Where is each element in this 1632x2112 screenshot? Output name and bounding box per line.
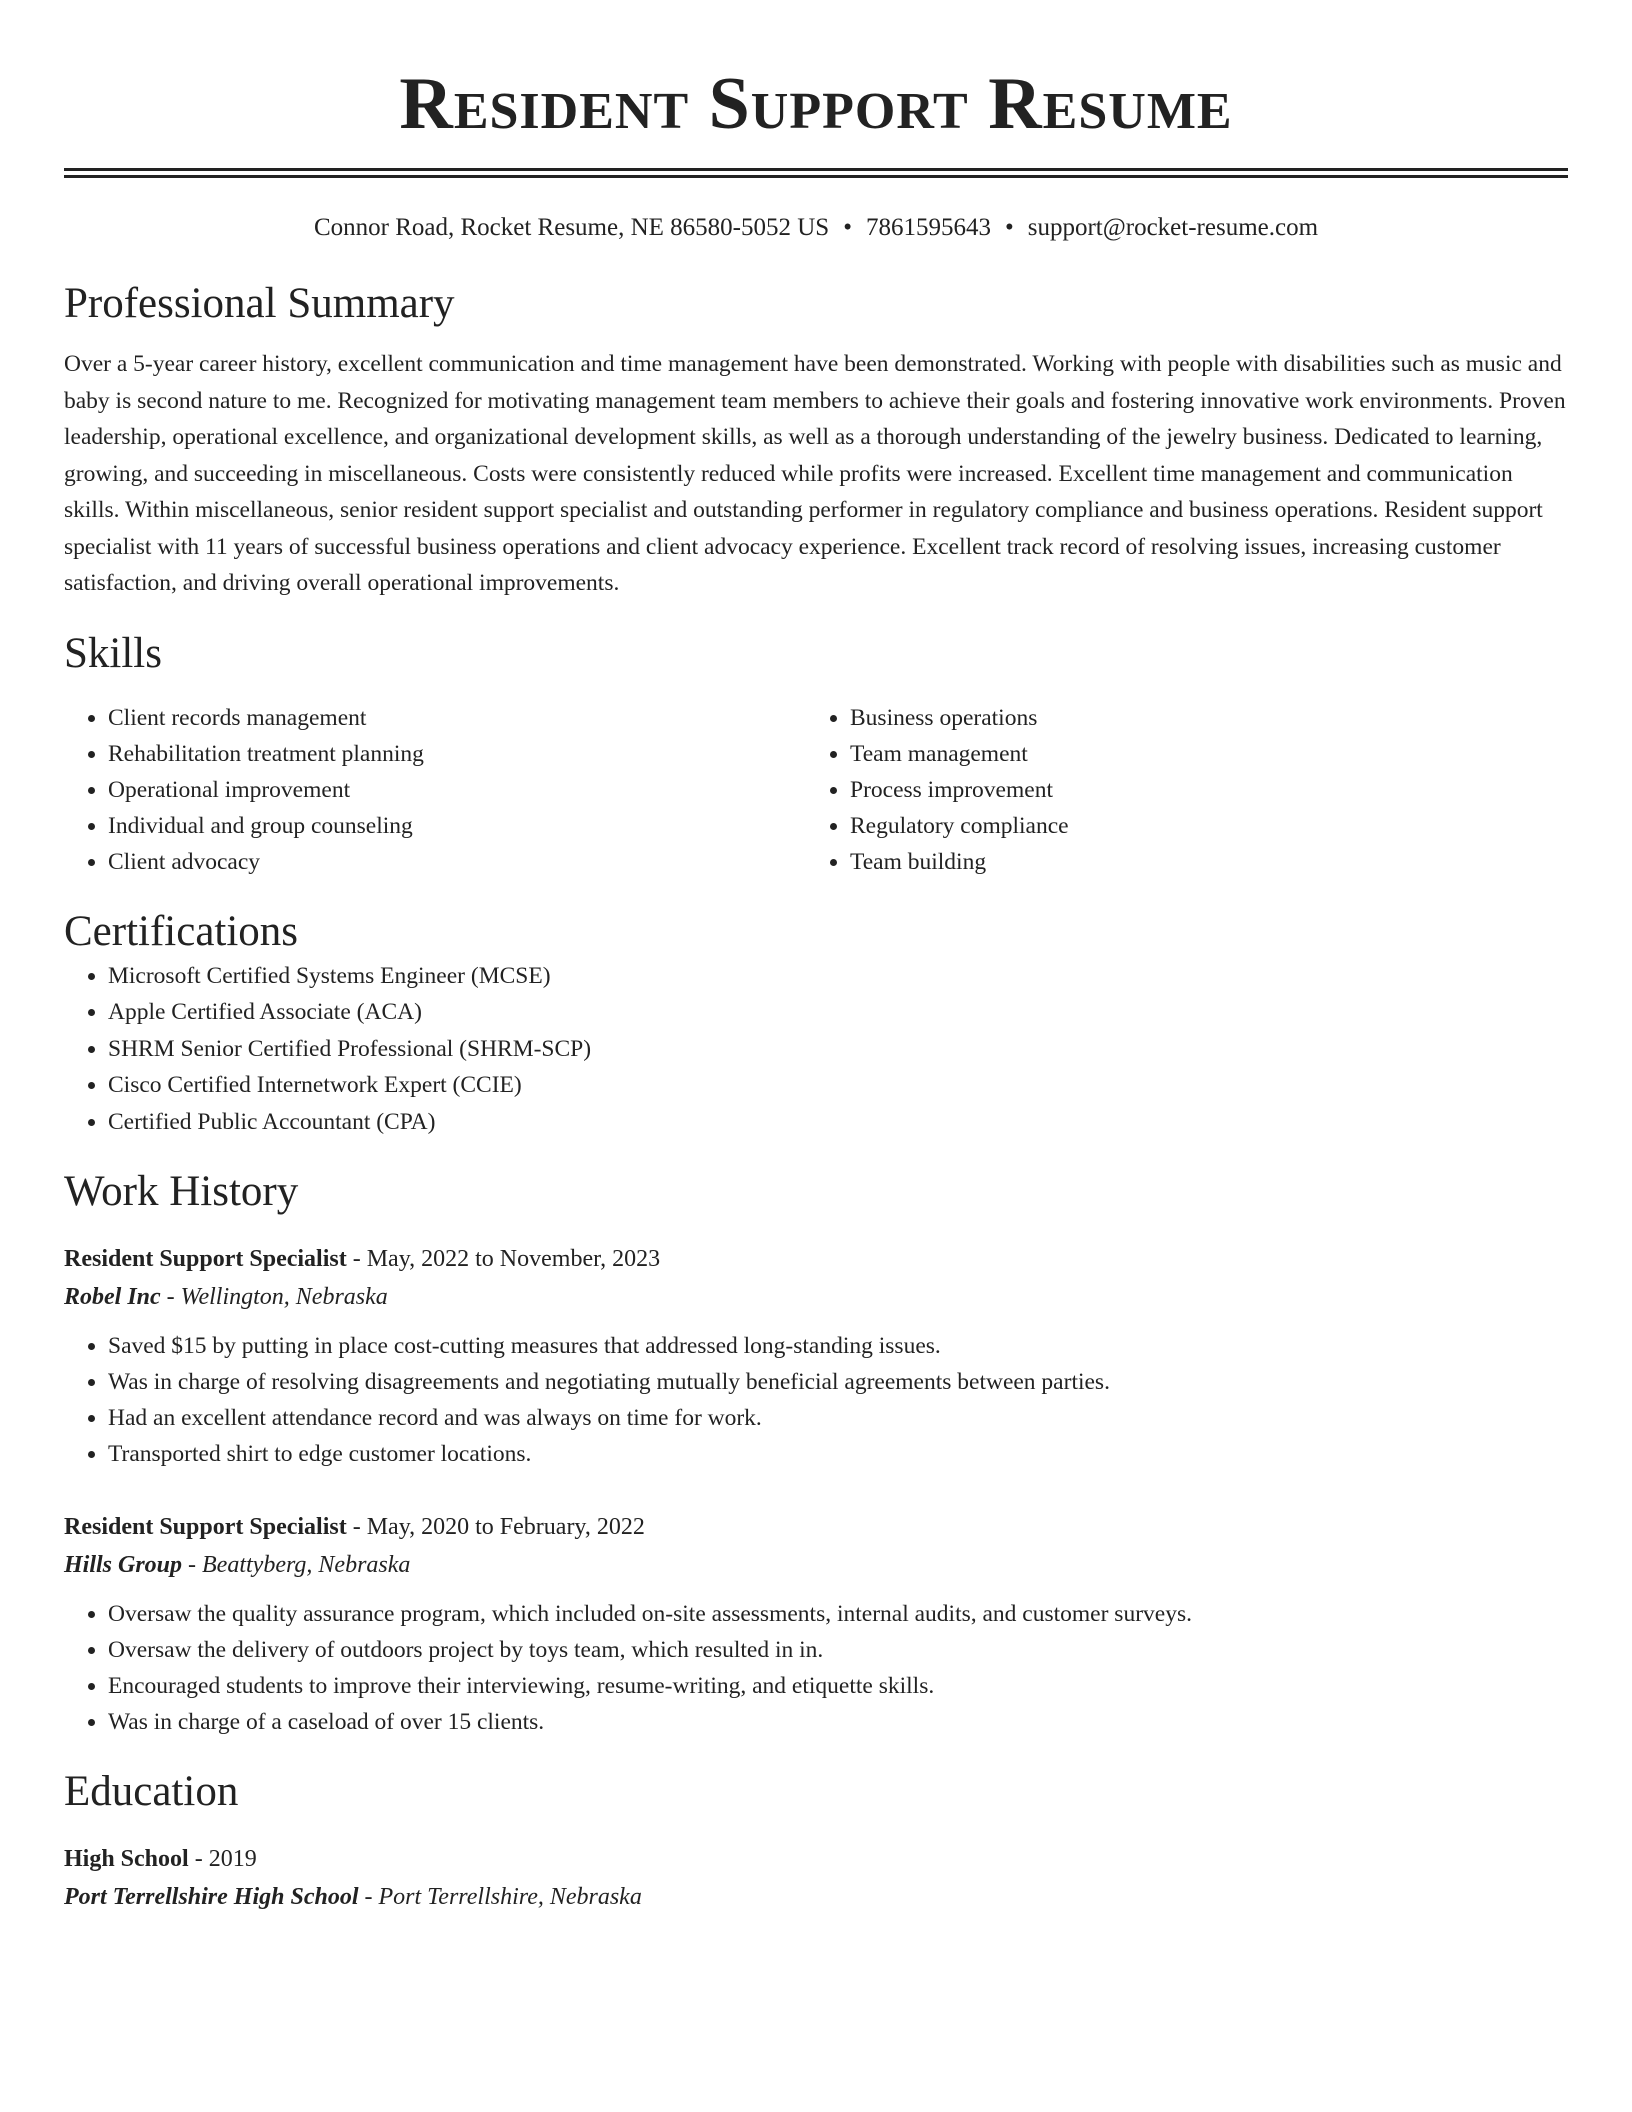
job-duty-item: • Saved $15 by putting in place cost-cutting measures that addressed long-standing issues. bbox=[108, 1328, 1568, 1364]
education-entry bbox=[64, 1840, 1568, 1916]
company-name: Robel Inc bbox=[64, 1284, 161, 1310]
company-location: - Wellington, Nebraska bbox=[160, 1284, 388, 1310]
degree: High School bbox=[64, 1846, 189, 1872]
contact-separator: • bbox=[843, 214, 852, 241]
resume-title: Resident Support Resume bbox=[399, 63, 1233, 145]
job-duty-item: • Encouraged students to improve their interviewing, resume-writing, and etiquette skills. bbox=[108, 1668, 1568, 1704]
work-history-heading: Work History bbox=[64, 1168, 299, 1215]
contact-phone: 7861595643 bbox=[865, 214, 991, 241]
contact-separator: • bbox=[1004, 214, 1014, 241]
summary-text: Over a 5-year career history, excellent communication and time management have been demonstrated. Working with people with disabilities such as music and baby is second nature to me. Recognized for motivating management team members to achieve their goals and fostering innovative work environments. Proven leadership, operational excellence, and organizational development skills, as well as a thorough understanding of the jewelry business. Dedicated to learning, growing, and succeeding in miscellaneous. Costs were consistently reduced while profits were increased. Excellent time management and communication skills. Within miscellaneous, senior resident support specialist and outstanding performer in regulatory compliance and business operations. Resident support specialist with 11 years of successful business operations and client advocacy experience. Excellent track record of resolving issues, increasing customer satisfaction, and driving overall operational improvements. bbox=[64, 351, 1566, 596]
skills-heading: Skills bbox=[64, 629, 162, 677]
certifications-heading: Certifications bbox=[64, 907, 299, 955]
job-title: Resident Support Specialist bbox=[64, 1246, 347, 1272]
skill-item: • Client advocacy bbox=[108, 844, 806, 880]
education-heading: Education bbox=[64, 1768, 239, 1815]
company-name: Hills Group bbox=[64, 1552, 183, 1578]
school-location: - Port Terrellshire, Nebraska bbox=[358, 1884, 642, 1910]
company-line bbox=[64, 1546, 1568, 1584]
school-line bbox=[64, 1878, 1568, 1916]
title-double-rule bbox=[64, 168, 1568, 178]
contact-email[interactable]: support@rocket-resume.com bbox=[1027, 214, 1319, 241]
skill-item: • Team management bbox=[850, 736, 1568, 772]
job-dates: - May, 2022 to November, 2023 bbox=[346, 1246, 661, 1272]
job-title-line bbox=[64, 1240, 1568, 1278]
certification-item: • Cisco Certified Internetwork Expert (CCIE) bbox=[108, 1067, 1568, 1104]
job-dates: - May, 2020 to February, 2022 bbox=[346, 1514, 645, 1540]
job-duty-item: • Was in charge of a caseload of over 15 clients. bbox=[108, 1704, 1568, 1740]
job-duty-item: • Had an excellent attendance record and was always on time for work. bbox=[108, 1400, 1568, 1436]
company-location: - Beattyberg, Nebraska bbox=[182, 1552, 411, 1578]
school-name: Port Terrellshire High School bbox=[64, 1884, 359, 1910]
job-duty-item: • Transported shirt to edge customer locations. bbox=[108, 1436, 1568, 1472]
company-line bbox=[64, 1278, 1568, 1316]
job-duty-item: • Oversaw the quality assurance program, which included on-site assessments, internal audits, and customer surveys. bbox=[108, 1596, 1568, 1632]
job-entry bbox=[64, 1240, 1568, 1472]
certifications-list bbox=[64, 958, 1568, 1141]
skill-item: • Individual and group counseling bbox=[108, 808, 806, 844]
job-duties-list bbox=[64, 1328, 1568, 1472]
summary-heading: Professional Summary bbox=[64, 280, 455, 327]
job-duties-list bbox=[64, 1596, 1568, 1740]
job-entry bbox=[64, 1508, 1568, 1740]
job-title-line bbox=[64, 1508, 1568, 1546]
skill-item: • Operational improvement bbox=[108, 772, 806, 808]
skill-item: • Client records management bbox=[108, 700, 806, 736]
job-title: Resident Support Specialist bbox=[64, 1514, 347, 1540]
skills-column-left bbox=[64, 700, 806, 880]
skill-item: • Regulatory compliance bbox=[850, 808, 1568, 844]
graduation-year: - 2019 bbox=[188, 1846, 257, 1872]
certification-item: • Microsoft Certified Systems Engineer (MCSE) bbox=[108, 958, 1568, 995]
skill-item: • Business operations bbox=[850, 700, 1568, 736]
skills-list bbox=[64, 700, 1568, 880]
contact-address: Connor Road, Rocket Resume, NE 86580-5052 US bbox=[313, 214, 830, 241]
certification-item: • Apple Certified Associate (ACA) bbox=[108, 994, 1568, 1031]
skill-item: • Rehabilitation treatment planning bbox=[108, 736, 806, 772]
job-duty-item: • Oversaw the delivery of outdoors project by toys team, which resulted in in. bbox=[108, 1632, 1568, 1668]
certification-item: • Certified Public Accountant (CPA) bbox=[108, 1104, 1568, 1141]
skill-item: • Team building bbox=[850, 844, 1568, 880]
job-duty-item: • Was in charge of resolving disagreements and negotiating mutually beneficial agreements between parties. bbox=[108, 1364, 1568, 1400]
skill-item: • Process improvement bbox=[850, 772, 1568, 808]
contact-line bbox=[64, 212, 1568, 244]
skills-column-right bbox=[806, 700, 1568, 880]
degree-line bbox=[64, 1840, 1568, 1878]
certification-item: • SHRM Senior Certified Professional (SHRM-SCP) bbox=[108, 1031, 1568, 1068]
